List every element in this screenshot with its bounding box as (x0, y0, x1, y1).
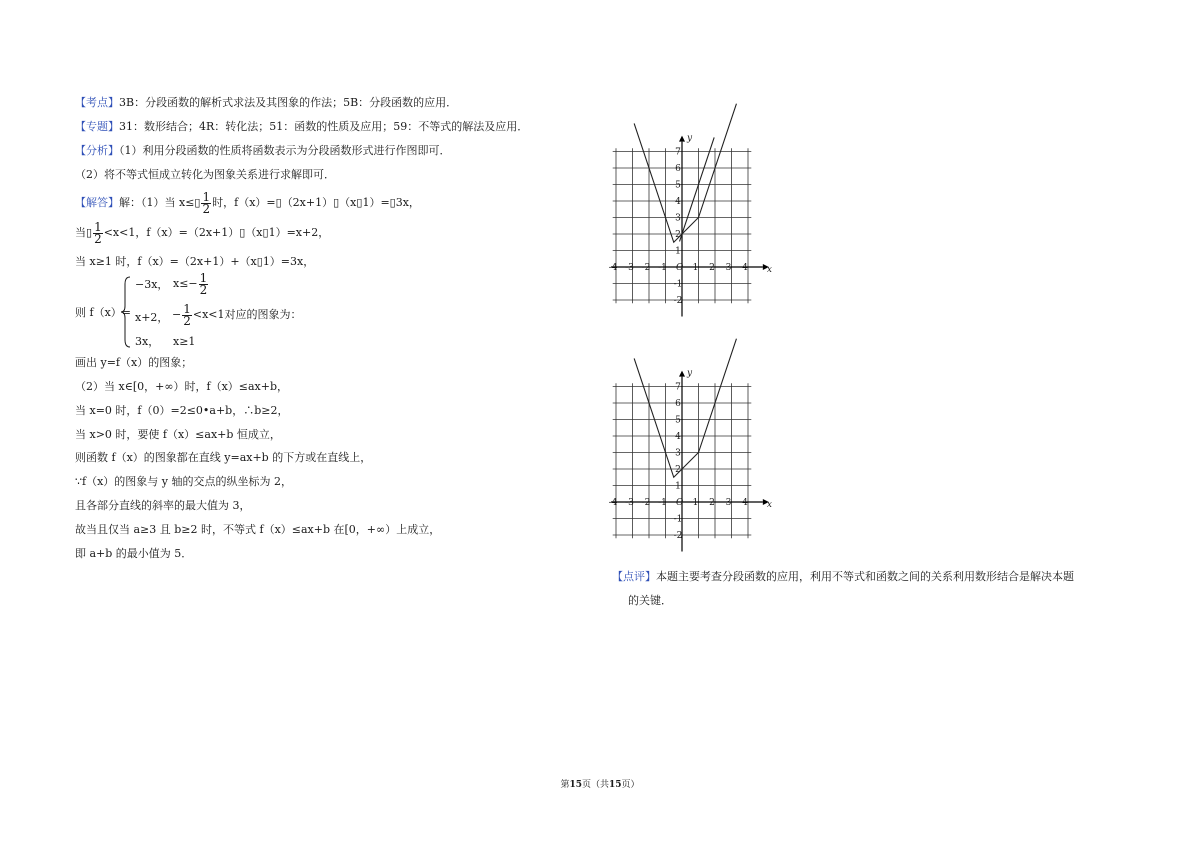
x-tick-label: -4 (608, 498, 618, 508)
body-line-9: 即 a+b 的最小值为 5． (75, 547, 193, 560)
body-line-7: 且各部分直线的斜率的最大值为 3， (75, 499, 251, 512)
case-3-tail: 1）=3x， (262, 255, 315, 268)
body-line-1: 画出 y=f（x）的图象； (75, 356, 193, 369)
jieda-text-1: 解：（1）当 x≤ (119, 196, 195, 209)
y-tick-label: 6 (675, 399, 681, 409)
zhuanti-line (75, 120, 528, 134)
case-2-line (75, 221, 329, 245)
x-tick-label: -1 (658, 263, 667, 273)
graph-2 (608, 335, 772, 558)
body-line-6: ∵f（x）的图象与 y 轴的交点的纵坐标为 2， (75, 475, 292, 488)
zhuanti-text: 31：数形结合；4R：转化法；51：函数的性质及应用；59：不等式的解法及应用． (119, 120, 529, 133)
x-tick-label: -3 (625, 263, 634, 273)
y-tick-label: 1 (675, 481, 681, 492)
after-piecewise-text: 对应的图象为： (224, 308, 302, 321)
origin-label: O (676, 263, 684, 273)
graph-1 (608, 100, 772, 323)
function-graph (634, 339, 736, 478)
page-total: 15 (609, 780, 622, 790)
y-tick-label: 3 (675, 213, 681, 224)
fenxi-tag: 【分析】 (75, 144, 119, 157)
kaodian-tag: 【考点】 (75, 96, 119, 109)
x-tick-label: -1 (658, 498, 667, 508)
x-tick-label: -2 (641, 263, 651, 273)
missing-glyph: ▯ (256, 255, 263, 268)
x-tick-label: 1 (692, 263, 699, 273)
piecewise-label: 则 f（x）= (75, 306, 131, 319)
y-tick-label: 4 (675, 432, 681, 442)
x-tick-label: -3 (625, 498, 634, 508)
graph-2-svg (608, 335, 772, 555)
fenxi-text: （1）利用分段函数的性质将函数表示为分段函数形式进行作图即可． (119, 144, 451, 157)
left-brace (121, 276, 131, 348)
missing-glyph: ▯ (275, 196, 282, 209)
piece-1-expr: −3x， (135, 278, 169, 291)
piece-1-cond: x≤− $\frac{1}{2}$ (173, 270, 208, 297)
x-tick-label: 1 (692, 498, 699, 508)
jieda-text-2: 时，f（x）= (212, 196, 276, 209)
case-3-line (75, 255, 314, 269)
body-line-3: 当 x=0 时，f（0）=2≤0•a+b，∴b≥2， (75, 404, 289, 417)
page-footer: 第15页（共15页） (560, 780, 640, 790)
missing-glyph: ▯ (356, 196, 363, 209)
body-line-4: 当 x>0 时，要使 f（x）≤ax+b 恒成立， (75, 428, 281, 441)
function-graph (634, 104, 736, 243)
case-2-tail: 1）=x+2， (268, 226, 330, 239)
piece-3-cond: x≥1 (173, 335, 196, 348)
x-tick-label: 3 (725, 498, 732, 508)
jieda-line (75, 191, 420, 215)
zhuanti-tag: 【专题】 (75, 120, 119, 133)
dianping-line (612, 570, 1074, 584)
missing-glyph: ▯ (239, 226, 246, 239)
y-tick-label: 5 (675, 415, 681, 426)
kaodian-text: 3B：分段函数的解析式求法及其图象的作法；5B：分段函数的应用． (119, 96, 458, 109)
y-tick-label: -1 (673, 514, 683, 525)
x-tick-label: 2 (709, 263, 715, 273)
y-tick-label: 7 (675, 382, 681, 393)
piece-2-cond: − $\frac{1}{2}$ <x<1对应的图象为： (172, 301, 302, 328)
jieda-text-5: 1）= (362, 196, 390, 209)
y-tick-label: 3 (675, 448, 681, 459)
x-tick-label: 3 (725, 263, 732, 273)
body-line-2: （2）当 x∈[0，+∞）时，f（x）≤ax+b， (75, 380, 289, 393)
jieda-text-6: 3x， (395, 196, 420, 209)
y-tick-label: 2 (675, 465, 681, 475)
page-number: 15 (569, 780, 582, 790)
y-tick-label: 7 (675, 147, 681, 158)
missing-glyph: ▯ (194, 196, 201, 209)
piece-3-expr: 3x， (135, 335, 160, 348)
jieda-tag: 【解答】 (75, 196, 119, 209)
graph-1-svg (608, 100, 772, 320)
y-tick-label: 2 (675, 230, 681, 240)
y-tick-label: 6 (675, 164, 681, 174)
dianping-text: 本题主要考查分段函数的应用，利用不等式和函数之间的关系利用数形结合是解决本题 (656, 570, 1074, 583)
dianping-line-2: 的关键． (628, 594, 672, 607)
case-2-mid: <x<1，f（x）=（2x+1） (103, 226, 240, 239)
x-tick-label: 2 (709, 498, 715, 508)
x-tick-label: 4 (742, 498, 748, 508)
fenxi-line (75, 144, 451, 158)
y-axis-label: y (687, 368, 693, 379)
case-2-pre: 当 (75, 226, 86, 239)
x-tick-label: 4 (742, 263, 748, 273)
y-tick-label: 4 (675, 197, 681, 207)
y-tick-label: 1 (675, 246, 681, 257)
line-y-3x-plus-2 (680, 137, 715, 241)
piece-2-expr: x+2， (135, 311, 169, 324)
x-axis-label: x (766, 265, 772, 275)
x-axis-label: x (766, 500, 772, 510)
y-tick-label: -2 (673, 531, 683, 541)
missing-glyph: ▯ (262, 226, 269, 239)
missing-glyph: ▯ (86, 226, 93, 239)
missing-glyph: ▯ (333, 196, 340, 209)
fraction-half: $\frac{1}{2}$ (183, 301, 191, 328)
y-axis-arrow (679, 136, 685, 142)
fenxi-line-2: （2）将不等式恒成立转化为图象关系进行求解即可． (75, 168, 335, 181)
y-tick-label: 5 (675, 180, 681, 191)
jieda-text-4: （x (339, 196, 357, 209)
dianping-tag: 【点评】 (612, 570, 656, 583)
case-3-text: 当 x≥1 时，f（x）=（2x+1）+（x (75, 255, 257, 268)
fraction-half: $\frac{1}{2}$ (202, 189, 211, 216)
origin-label: O (676, 498, 684, 508)
y-tick-label: -2 (673, 296, 683, 306)
fraction-half: $\frac{1}{2}$ (94, 219, 102, 246)
y-tick-label: -1 (673, 279, 683, 290)
missing-glyph: ▯ (389, 196, 396, 209)
jieda-text-3: （2x+1） (281, 196, 334, 209)
case-2-post: （x (245, 226, 263, 239)
kaodian-line (75, 96, 457, 110)
body-line-8: 故当且仅当 a≥3 且 b≥2 时，不等式 f（x）≤ax+b 在[0，+∞）上成立， (75, 523, 441, 536)
body-line-5: 则函数 f（x）的图象都在直线 y=ax+b 的下方或在直线上， (75, 451, 372, 464)
x-tick-label: -2 (641, 498, 651, 508)
y-axis-arrow (679, 371, 685, 377)
x-tick-label: -4 (608, 263, 618, 273)
fraction-half: $\frac{1}{2}$ (199, 270, 208, 297)
y-axis-label: y (687, 133, 693, 144)
